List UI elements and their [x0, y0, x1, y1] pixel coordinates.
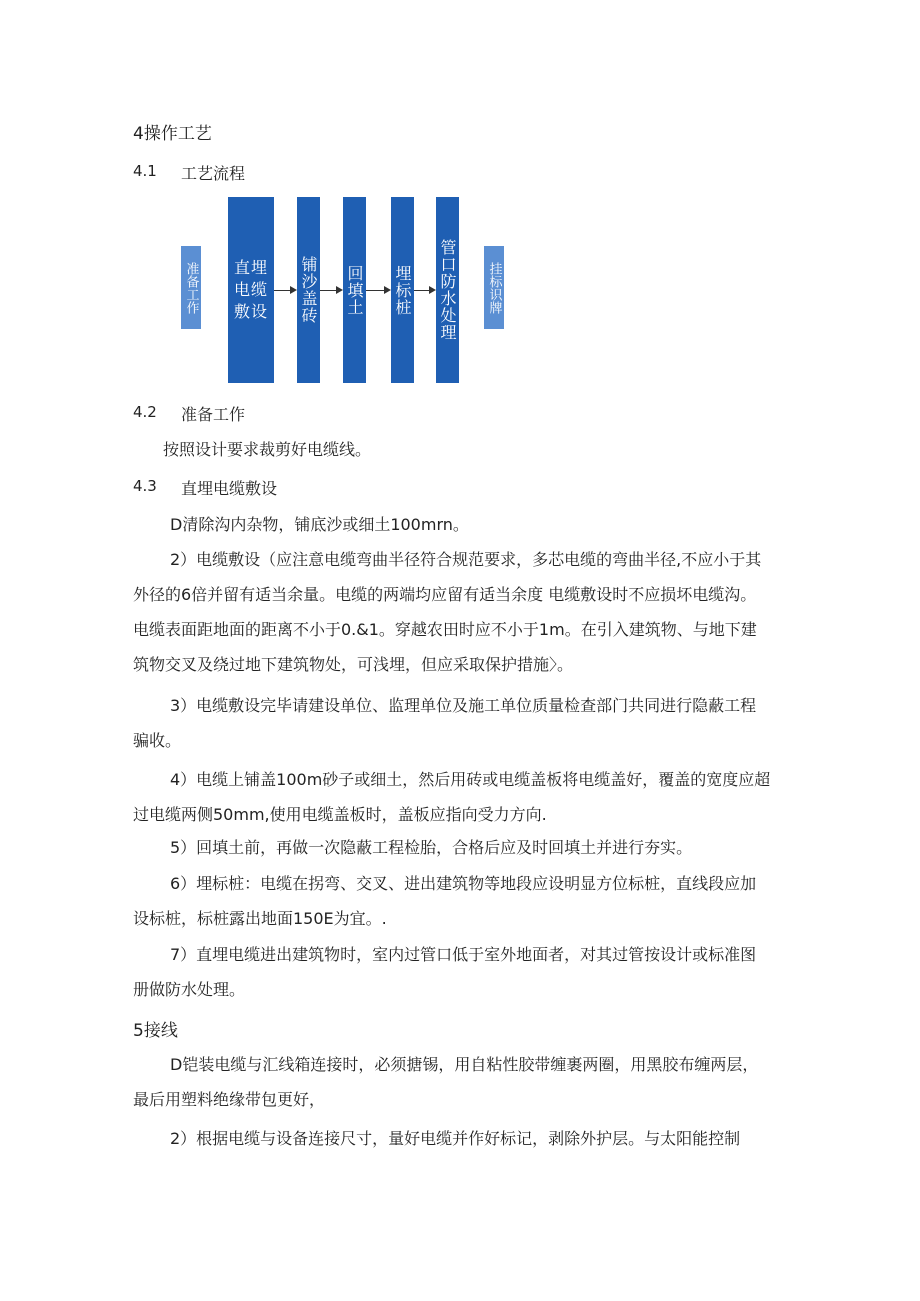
flow-step: 铺沙盖砖 — [297, 197, 320, 383]
text-line: 设标桩，标桩露出地面150E为宜。. — [133, 909, 387, 928]
list-item — [133, 866, 788, 936]
text-line: 过电缆两侧50mm,使用电缆盖板时，盖板应指向受力方向. — [133, 805, 547, 824]
text-line: 电缆表面距地面的距离不小于0.&1。穿越农田时应不小于1m。在引入建筑物、与地下建 — [133, 620, 757, 639]
text-line: 外径的6倍并留有适当余量。电缆的两端均应留有适当余度 电缆敷设时不应损坏电缆沟。 — [133, 585, 757, 604]
flow-step: 挂标识牌 — [484, 246, 504, 329]
list-item — [133, 1121, 788, 1156]
text-line: 筑物交叉及绕过地下建筑物处，可浅埋，但应采取保护措施〉。 — [133, 655, 574, 674]
section-title: 5接线 — [133, 1021, 178, 1041]
text-line: D铠装电缆与汇线箱连接时，必须搪锡，用自粘性胶带缠裹两圈，用黑胶布缠两层， — [170, 1055, 759, 1074]
text-line: 6）埋标桩：电缆在拐弯、交叉、进出建筑物等地段应设明显方位标桩，直线段应加 — [170, 874, 757, 893]
text-line: 5）回填土前，再做一次隐蔽工程检胎，合格后应及时回填土并进行夯实。 — [170, 838, 693, 857]
flow-step: 回填土 — [343, 197, 366, 383]
list-item — [133, 1047, 788, 1117]
text-line: 4）电缆上铺盖100m砂子或细土，然后用砖或电缆盖板将电缆盖好，覆盖的宽度应超 — [170, 770, 771, 789]
section-title: 4操作工艺 — [133, 124, 212, 144]
text-line: 骗收。 — [133, 731, 182, 750]
flow-arrow — [366, 290, 389, 291]
list-item — [133, 830, 788, 865]
section-heading: 直埋电缆敷设 — [181, 479, 278, 498]
text-line: 2）根据电缆与设备连接尺寸，量好电缆并作好标记，剥除外护层。与太阳能控制 — [170, 1129, 741, 1148]
text-line: D清除沟内杂物，铺底沙或细土100mrn。 — [170, 515, 469, 534]
list-item — [133, 507, 788, 542]
list-item — [133, 542, 788, 682]
flow-arrow — [274, 290, 295, 291]
section-number: 4.2 — [133, 403, 157, 421]
text-line: 7）直埋电缆进出建筑物时，室内过管口低于室外地面者，对其过管按设计或标准图 — [170, 945, 757, 964]
flow-step — [228, 197, 274, 383]
flow-step-label: 直埋电缆敷设 — [233, 258, 268, 321]
text-line: 册做防水处理。 — [133, 980, 246, 999]
flow-step: 管口防水处理 — [436, 197, 459, 383]
text-line: 2）电缆敷设（应注意电缆弯曲半径符合规范要求，多芯电缆的弯曲半径,不应小于其 — [170, 550, 762, 569]
flow-arrow — [414, 290, 434, 291]
section-heading: 准备工作 — [181, 405, 246, 424]
flow-step: 埋标桩 — [391, 197, 414, 383]
text-line: 3）电缆敷设完毕请建设单位、监理单位及施工单位质量检查部门共同进行隐蔽工程 — [170, 696, 757, 715]
list-item — [133, 688, 788, 758]
section-number: 4.3 — [133, 477, 157, 495]
section-heading: 工艺流程 — [181, 164, 246, 183]
paragraph: 按照设计要求裁剪好电缆线。 — [163, 440, 372, 459]
text-line: 最后用塑料绝缘带包更好， — [133, 1090, 326, 1109]
list-item — [133, 937, 788, 1007]
flow-step: 准备工作 — [181, 246, 201, 329]
list-item — [133, 762, 788, 832]
section-number: 4.1 — [133, 162, 157, 180]
flow-arrow — [320, 290, 341, 291]
